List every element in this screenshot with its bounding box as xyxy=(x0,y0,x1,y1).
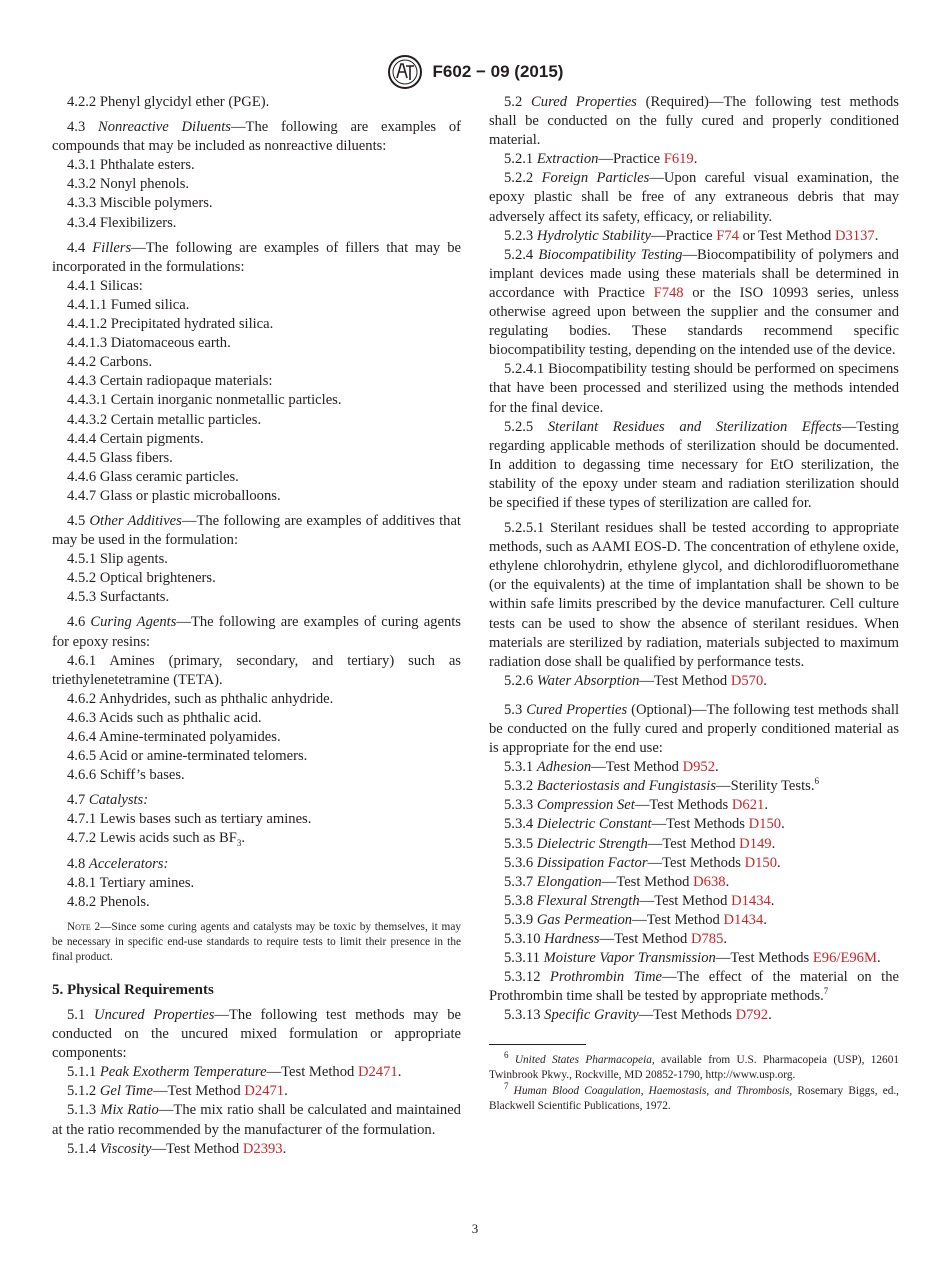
list-item: 4.4.5 Glass fibers. xyxy=(67,449,173,466)
list-item: 4.4.1.3 Diatomaceous earth. xyxy=(67,335,231,352)
list-item: 4.4.1.2 Precipitated hydrated silica. xyxy=(67,316,274,333)
paragraph-5-3-5: 5.3.5 Dielectric Strength—Test Method D149. xyxy=(504,835,776,852)
section-5-heading: 5. Physical Requirements xyxy=(52,981,214,998)
paragraph-5-3-4: 5.3.4 Dielectric Constant—Test Methods D150. xyxy=(504,816,785,833)
list-item: 4.7.1 Lewis bases such as tertiary amines. xyxy=(67,811,312,828)
paragraph-5-2-5-1: 5.2.5.1 Sterilant residues shall be tested according to appropriate methods, such as AAMI EOS-D. The concentration of ethylene oxide, ethylene chlorohydrin, ethylene glycol, and dichlorodifluoromethane (or the equivalents) at the time of implantation shall be shown to be within safe limits prescribed by the device manufacturer. Cell culture tests can be used to show the absence of sterilant residues. When materials are sterilized by radiation, materials subjected to maximum radiation dose shall be qualified by performance tests. xyxy=(489,520,899,670)
paragraph-5-3-2: 5.3.2 Bacteriostasis and Fungistasis—Sterility Tests.$^6$ xyxy=(504,776,819,795)
paragraph-5-3-13: 5.3.13 Specific Gravity—Test Methods D792. xyxy=(504,1007,772,1024)
list-item: 4.6.2 Anhydrides, such as phthalic anhydride. xyxy=(67,690,334,707)
paragraph-5-2-2: 5.2.2 Foreign Particles—Upon careful visual examination, the epoxy plastic shall be free of any extraneous debris that may adversely affect its safety, efficacy, or reliability. xyxy=(489,170,900,225)
list-item: 4.6.6 Schiff’s bases. xyxy=(67,767,185,784)
paragraph-5-3-7: 5.3.7 Elongation—Test Method D638. xyxy=(504,873,730,890)
paragraph-4-3: 4.3 Nonreactive Diluents—The following are examples of compounds that may be included as nonreactive diluents: xyxy=(52,119,461,155)
note-2: Note 2—Since some curing agents and catalysts may be toxic by themselves, it may be necessary in specific end-use standards to require tests to limit their presence in the final product. xyxy=(52,920,461,963)
paragraph-4-4: 4.4 Fillers—The following are examples of fillers that may be incorporated in the formulations: xyxy=(52,239,461,275)
list-item: 4.3.2 Nonyl phenols. xyxy=(67,176,190,193)
paragraph-5-3-12: 5.3.12 Prothrombin Time—The effect of the material on the Prothrombin time shall be tested by appropriate methods.$^7$ xyxy=(489,969,899,1005)
list-item: 4.5.3 Surfactants. xyxy=(67,589,170,606)
paragraph-5-2-4: 5.2.4 Biocompatibility Testing—Biocompatibility of polymers and implant devices made using these materials shall be determined in accordance with Practice F748 or the ISO 10993 series, unless otherwise agreed upon between the supplier and the consumer and regulating bodies. These standards recommend specific biocompatibility testing, depending on the intended use of the device. xyxy=(489,246,899,359)
list-item: 4.3.3 Miscible polymers. xyxy=(67,195,213,212)
reference-link[interactable]: D621 xyxy=(731,797,765,814)
paragraph-5-3-3: 5.3.3 Compression Set—Test Methods D621. xyxy=(504,797,768,814)
list-item: 4.5.1 Slip agents. xyxy=(67,551,168,568)
footnote-6: $^6$ United States Pharmacopeia, available from U.S. Pharmacopeia (USP), 12601 Twinbrook Pkwy., Rockville, MD 20852-1790, http://www.usp.org. xyxy=(489,1049,900,1081)
list-item: 4.4.3.2 Certain metallic particles. xyxy=(67,411,262,428)
paragraph-5-2-4-1: 5.2.4.1 Biocompatibility testing should be performed on specimens that have been processed and sterilized using the methods intended for the final device. xyxy=(489,361,899,416)
paragraph-4-6: 4.6 Curing Agents—The following are examples of curing agents for epoxy resins: xyxy=(52,614,461,650)
paragraph-5-3-8: 5.3.8 Flexural Strength—Test Method D1434. xyxy=(504,892,775,909)
list-item: 4.3.4 Flexibilizers. xyxy=(67,214,177,231)
paragraph-5-3-1: 5.3.1 Adhesion—Test Method D952. xyxy=(504,759,719,776)
paragraph-5-3-10: 5.3.10 Hardness—Test Method D785. xyxy=(504,931,728,948)
reference-link[interactable]: D638 xyxy=(693,873,726,890)
astm-logo-icon xyxy=(387,54,423,90)
reference-link[interactable]: F619 xyxy=(663,151,694,168)
paragraph-4-5: 4.5 Other Additives—The following are examples of additives that may be used in the formulation: xyxy=(52,512,461,549)
paragraph-4-2-2: 4.2.2 Phenyl glycidyl ether (PGE). xyxy=(67,94,270,110)
paragraph-4-7: 4.7 Catalysts: xyxy=(67,792,149,809)
paragraph-5-3-6: 5.3.6 Dissipation Factor—Test Methods D150. xyxy=(504,854,781,871)
paragraph-5-1: 5.1 Uncured Properties—The following test methods may be conducted on the uncured mixed formulation or appropriate components: xyxy=(52,1006,461,1062)
paragraph-5-2-6: 5.2.6 Water Absorption—Test Method D570. xyxy=(504,672,767,689)
footnote-7: $^7$ Human Blood Coagulation, Haemostasis, and Thrombosis, Rosemary Biggs, ed., Blackwell Scientific Publications, 1972. xyxy=(489,1080,900,1112)
list-item: 4.6.3 Acids such as phthalic acid. xyxy=(67,709,262,726)
page-header xyxy=(0,54,950,90)
paragraph-5-1-2: 5.1.2 Gel Time—Test Method D2471. xyxy=(67,1083,288,1100)
reference-link[interactable]: D2393 xyxy=(242,1140,283,1157)
right-column xyxy=(489,93,899,1115)
reference-link[interactable]: D149 xyxy=(739,835,772,852)
paragraph-5-2-3: 5.2.3 Hydrolytic Stability—Practice F74 or Test Method D3137. xyxy=(504,227,879,244)
paragraph-5-1-4: 5.1.4 Viscosity—Test Method D2393. xyxy=(67,1140,287,1157)
left-column xyxy=(52,93,461,1159)
list-item: 4.4.1.1 Fumed silica. xyxy=(67,296,190,313)
list-item: 4.3.1 Phthalate esters. xyxy=(67,157,195,174)
list-item: 4.8.2 Phenols. xyxy=(67,893,150,910)
reference-link[interactable]: D570 xyxy=(730,672,764,689)
paragraph-5-2: 5.2 Cured Properties (Required)—The following test methods shall be conducted on the fully cured and properly conditioned material. xyxy=(489,94,899,149)
list-item: 4.4.3.1 Certain inorganic nonmetallic particles. xyxy=(67,392,342,409)
list-item: 4.5.2 Optical brighteners. xyxy=(67,570,216,587)
reference-link[interactable]: E96/E96M xyxy=(812,950,877,967)
paragraph-5-3-9: 5.3.9 Gas Permeation—Test Method D1434. xyxy=(504,911,767,928)
list-item: 4.6.5 Acid or amine-terminated telomers. xyxy=(67,748,308,765)
list-item: 4.7.2 Lewis acids such as $BF_3$. xyxy=(67,830,245,849)
reference-link[interactable]: F748 xyxy=(653,284,684,301)
page-number: 3 xyxy=(471,1221,479,1236)
reference-link[interactable]: D150 xyxy=(744,854,778,871)
footnote-divider xyxy=(489,1044,586,1045)
reference-link[interactable]: D150 xyxy=(748,816,782,833)
list-item: 4.4.6 Glass ceramic particles. xyxy=(67,468,239,485)
reference-link[interactable]: D1434 xyxy=(723,911,764,928)
paragraph-5-2-1: 5.2.1 Extraction—Practice F619. xyxy=(504,151,698,168)
reference-link[interactable]: D2471 xyxy=(357,1064,398,1081)
reference-link[interactable]: F74 xyxy=(716,227,739,244)
list-item: 4.4.3 Certain radiopaque materials: xyxy=(67,373,273,390)
list-item: 4.6.4 Amine-terminated polyamides. xyxy=(67,729,281,745)
paragraph-5-3: 5.3 Cured Properties (Optional)—The following test methods shall be conducted on the fully cured and properly conditioned material as is appropriate for the end use: xyxy=(489,701,899,757)
list-item: 4.4.2 Carbons. xyxy=(67,354,153,371)
paragraph-5-1-3: 5.1.3 Mix Ratio—The mix ratio shall be calculated and maintained at the ratio recommended by the manufacturer of the formulation. xyxy=(52,1102,461,1138)
paragraph-5-2-5: 5.2.5 Sterilant Residues and Sterilization Effects—Testing regarding applicable methods of sterilization should be documented. In addition to degassing time necessary for EtO sterilization, the stability of the epoxy under steam and radiation sterilization should be specified if these types of sterilization are called for. xyxy=(489,418,899,511)
reference-link[interactable]: D3137 xyxy=(834,227,875,244)
list-item: 4.4.7 Glass or plastic microballoons. xyxy=(67,487,281,504)
reference-link[interactable]: D1434 xyxy=(731,892,771,909)
paragraph-5-1-1: 5.1.1 Peak Exotherm Temperature—Test Method D2471. xyxy=(67,1064,402,1081)
list-item: 4.8.1 Tertiary amines. xyxy=(67,874,195,891)
paragraph-4-8: 4.8 Accelerators: xyxy=(67,855,169,872)
list-item: 4.4.4 Certain pigments. xyxy=(67,430,204,447)
standard-designation: F602 − 09 (2015) xyxy=(432,62,564,81)
reference-link[interactable]: D2471 xyxy=(244,1083,285,1100)
reference-link[interactable]: D792 xyxy=(735,1007,769,1024)
reference-link[interactable]: D952 xyxy=(682,759,716,776)
list-item: 4.6.1 Amines (primary, secondary, and tertiary) such as triethylenetetramine (TETA). xyxy=(52,652,461,688)
reference-link[interactable]: D785 xyxy=(690,931,724,948)
paragraph-5-3-11: 5.3.11 Moisture Vapor Transmission—Test Methods E96/E96M. xyxy=(504,950,881,967)
list-item: 4.4.1 Silicas: xyxy=(67,277,143,294)
